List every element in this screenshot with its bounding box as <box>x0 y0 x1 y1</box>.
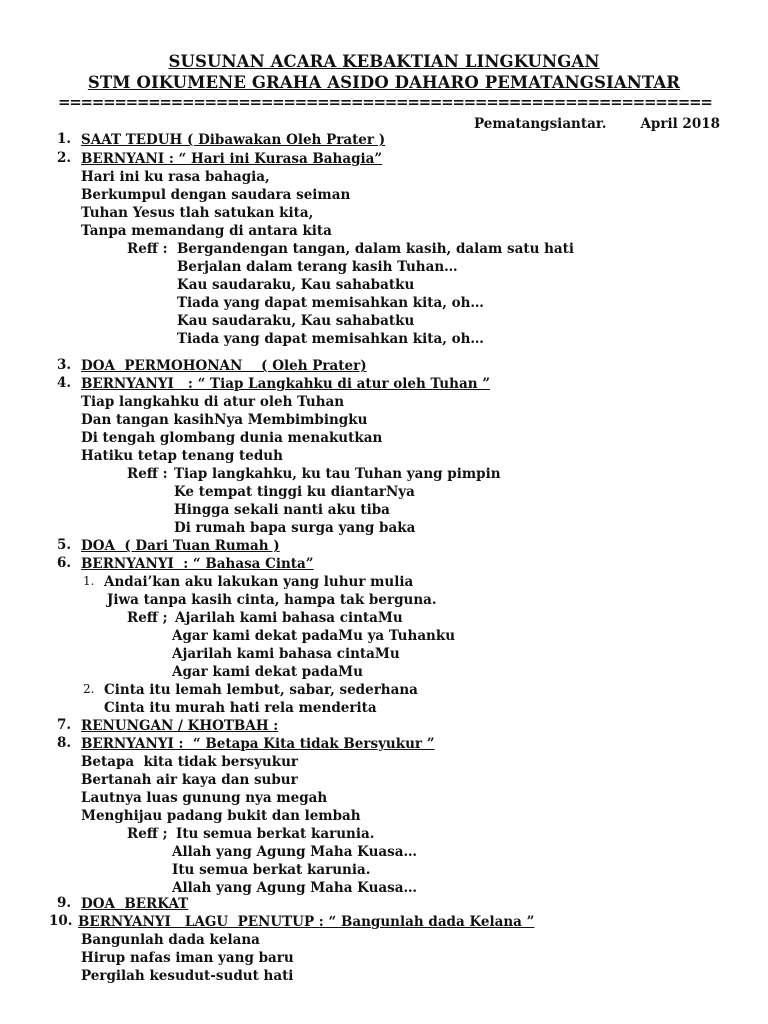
lyric-line: Jiwa tanpa kasih cinta, hampa tak berguna. <box>107 592 437 608</box>
lyric-line: Agar kami dekat padaMu <box>172 664 363 680</box>
agenda-item-title: BERNYANYI : “ Tiap Langkahku di atur oleh Tuhan ” <box>81 376 490 392</box>
document-title: SUSUNAN ACARA KEBAKTIAN LINGKUNGAN <box>168 52 600 71</box>
lyric-line: Lautnya luas gunung nya megah <box>81 790 328 806</box>
sub-number: 2. <box>83 682 95 696</box>
agenda-item-title: BERNYANI : “ Hari ini Kurasa Bahagia” <box>81 151 383 167</box>
item-number: 7. <box>57 717 72 733</box>
lyric-line: Di tengah glombang dunia menakutkan <box>81 430 383 446</box>
lyric-line: Kau saudaraku, Kau sahabatku <box>177 313 415 329</box>
agenda-item-title: DOA PERMOHONAN ( Oleh Prater) <box>81 358 367 374</box>
lyric-line: Ajarilah kami bahasa cintaMu <box>172 646 400 662</box>
lyric-line: Ke tempat tinggi ku diantarNya <box>174 484 415 500</box>
lyric-line: Bangunlah dada kelana <box>81 932 260 948</box>
lyric-line: Menghijau padang bukit dan lembah <box>81 808 361 824</box>
place: Pematangsiantar. <box>473 116 607 132</box>
reff-label: Reff ; <box>127 826 168 842</box>
item-number: 5. <box>57 537 72 553</box>
sub-number: 1. <box>83 574 95 588</box>
lyric-line: Tiada yang dapat memisahkan kita, oh… <box>177 295 484 311</box>
agenda-item-title: SAAT TEDUH ( Dibawakan Oleh Prater ) <box>81 132 386 148</box>
agenda-item-title: DOA BERKAT <box>81 896 189 912</box>
lyric-line: Tuhan Yesus tlah satukan kita, <box>81 205 314 221</box>
agenda-item-title: BERNYANYI : “ Betapa Kita tidak Bersyukur ” <box>81 736 435 752</box>
lyric-line: Tiap langkahku di atur oleh Tuhan <box>81 394 345 410</box>
agenda-item-title: BERNYANYI LAGU PENUTUP : “ Bangunlah dada Kelana ” <box>78 914 535 930</box>
item-number: 6. <box>57 555 72 571</box>
agenda-item-title: DOA ( Dari Tuan Rumah ) <box>81 538 280 554</box>
lyric-line: Itu semua berkat karunia. <box>176 826 375 842</box>
place-date-line <box>474 116 720 132</box>
lyric-line: Hirup nafas iman yang baru <box>81 950 294 966</box>
lyric-line: Betapa kita tidak bersyukur <box>81 754 299 770</box>
lyric-line: Andai’kan aku lakukan yang luhur mulia <box>104 574 414 590</box>
lyric-line: Tiap langkahku, ku tau Tuhan yang pimpin <box>174 466 501 482</box>
lyric-line: Bertanah air kaya dan subur <box>81 772 298 788</box>
lyric-line: Dan tangan kasihNya Membimbingku <box>81 412 368 428</box>
lyric-line: Allah yang Agung Maha Kuasa… <box>172 844 418 860</box>
separator-line: ========================================================== <box>58 93 712 111</box>
lyric-line: Tanpa memandang di antara kita <box>81 223 332 239</box>
reff-label: Reff ; <box>127 610 168 626</box>
lyric-line: Berkumpul dengan saudara seiman <box>81 187 351 203</box>
lyric-line: Bergandengan tangan, dalam kasih, dalam satu hati <box>177 241 575 257</box>
lyric-line: Allah yang Agung Maha Kuasa… <box>172 880 418 896</box>
lyric-line: Itu semua berkat karunia. <box>172 862 371 878</box>
lyric-line: Pergilah kesudut-sudut hati <box>81 968 294 984</box>
item-number: 9. <box>57 895 72 911</box>
item-number: 10. <box>49 913 73 929</box>
lyric-line: Tiada yang dapat memisahkan kita, oh… <box>177 331 484 347</box>
date: April 2018 <box>640 116 720 132</box>
lyric-line: Berjalan dalam terang kasih Tuhan… <box>177 259 458 275</box>
agenda-item-title: RENUNGAN / KHOTBAH : <box>81 718 279 734</box>
lyric-line: Cinta itu murah hati rela menderita <box>104 700 377 716</box>
lyric-line: Hari ini ku rasa bahagia, <box>81 169 270 185</box>
lyric-line: Di rumah bapa surga yang baka <box>174 520 416 536</box>
lyric-line: Hatiku tetap tenang teduh <box>81 448 283 464</box>
lyric-line: Kau saudaraku, Kau sahabatku <box>177 277 415 293</box>
lyric-line: Ajarilah kami bahasa cintaMu <box>175 610 403 626</box>
agenda-item-title: BERNYANYI : “ Bahasa Cinta” <box>81 556 314 572</box>
reff-label: Reff : <box>127 241 168 257</box>
lyric-line: Cinta itu lemah lembut, sabar, sederhana <box>104 682 418 698</box>
document-subtitle: STM OIKUMENE GRAHA ASIDO DAHARO PEMATANGSIANTAR <box>87 73 681 92</box>
lyric-line: Hingga sekali nanti aku tiba <box>174 502 390 518</box>
reff-label: Reff : <box>127 466 168 482</box>
item-number: 1. <box>57 131 72 147</box>
lyric-line: Agar kami dekat padaMu ya Tuhanku <box>172 628 456 644</box>
item-number: 4. <box>57 375 72 391</box>
item-number: 8. <box>57 735 72 751</box>
item-number: 2. <box>57 150 72 166</box>
item-number: 3. <box>57 357 72 373</box>
